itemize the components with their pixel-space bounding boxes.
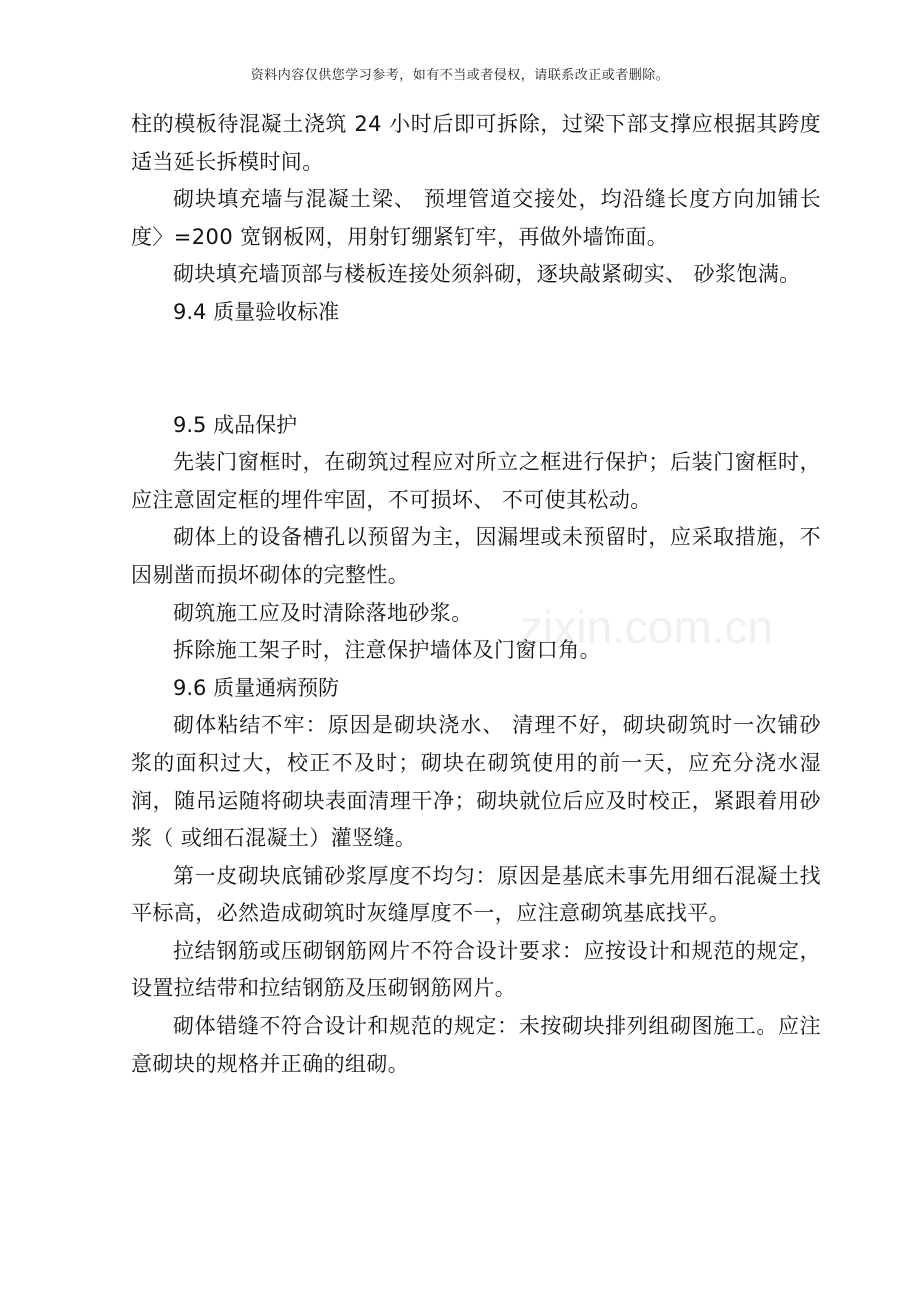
header-disclaimer: 资料内容仅供您学习参考，如有不当或者侵权，请联系改正或者删除。	[250, 68, 670, 83]
paragraph: 先装门窗框时，在砌筑过程应对所立之框进行保护；后装门窗框时，应注意固定框的埋件牢固，不可损坏、 不可使其松动。	[131, 450, 821, 512]
paragraph: 砌块填充墙与混凝土梁、 预埋管道交接处，均沿缝长度方向加铺长度〉=200 宽钢板网，用射钉绷紧钉牢，再做外墙饰面。	[131, 187, 821, 249]
paragraph: 第一皮砌块底铺砂浆厚度不均匀：原因是基底未事先用细石混凝土找平标高，必然造成砌筑时灰缝厚度不一，应注意砌筑基底找平。	[131, 863, 821, 926]
document-body	[131, 106, 821, 1083]
paragraph: 砌体错缝不符合设计和规范的规定：未按砌块排列组砌图施工。应注意砌块的规格并正确的组砌。	[131, 1014, 821, 1076]
paragraph: 砌体上的设备槽孔以预留为主，因漏埋或未预留时，应采取措施，不因剔凿而损坏砌体的完整性。	[131, 525, 821, 587]
section-heading: 9.6 质量通病预防	[173, 675, 340, 700]
watermark: zixin.com.cn	[520, 601, 774, 653]
paragraph: 柱的模板待混凝土浇筑 24 小时后即可拆除，过梁下部支撑应根据其跨度适当延长拆模时间。	[131, 112, 821, 174]
paragraph: 砌体粘结不牢：原因是砌块浇水、 清理不好，砌块砌筑时一次铺砂浆的面积过大，校正不及时；砌块在砌筑使用的前一天，应充分浇水湿润，随吊运随将砌块表面清理干净；砌块就位后应及时校正，紧跟着用砂浆（ 或细石混凝土）灌竖缝。	[131, 713, 821, 851]
paragraph: 砌块填充墙顶部与楼板连接处须斜砌，逐块敲紧砌实、 砂浆饱满。	[173, 262, 801, 287]
blank-space	[131, 332, 821, 407]
paragraph: 拉结钢筋或压砌钢筋网片不符合设计要求：应按设计和规范的规定，设置拉结带和拉结钢筋及压砌钢筋网片。	[131, 938, 821, 1001]
section-heading: 9.4 质量验收标准	[173, 299, 340, 324]
paragraph: 砌筑施工应及时清除落地砂浆。	[173, 600, 473, 625]
section-heading: 9.5 成品保护	[173, 412, 298, 437]
paragraph: 拆除施工架子时，注意保护墙体及门窗口角。	[173, 638, 601, 663]
